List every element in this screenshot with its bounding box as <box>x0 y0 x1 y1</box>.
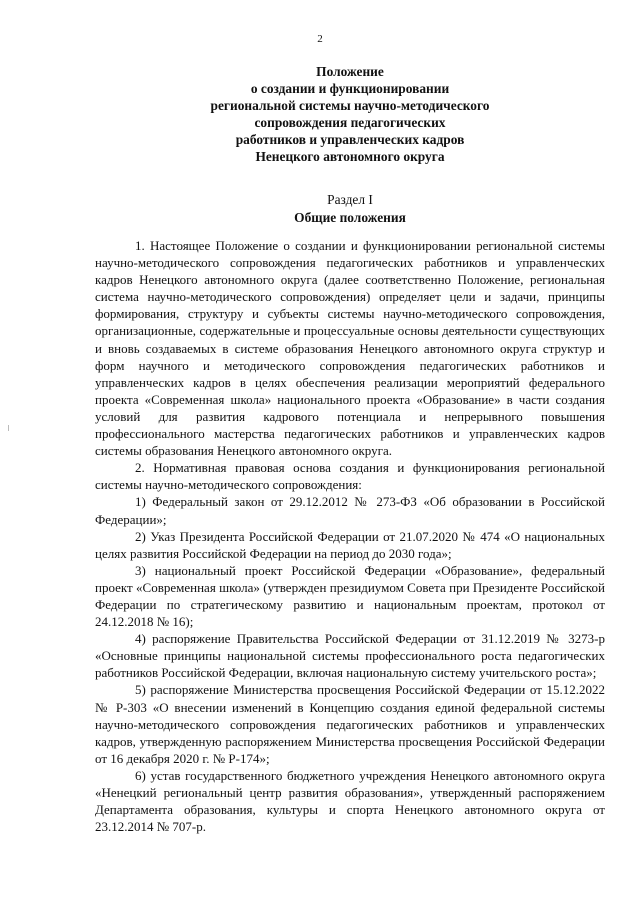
document-body <box>95 237 605 835</box>
title-line: о создании и функционировании <box>250 81 450 96</box>
paragraph: 3) национальный проект Российской Федерации «Образование», федеральный проект «Современная школа» (утвержден президиумом Совета при Президенте Российской Федерации по стратегическому развитию и национальным проектам, протокол от 24.12.2018 № 16); <box>95 562 605 630</box>
title-line: региональной системы научно-методического <box>210 98 490 113</box>
paragraph: 1) Федеральный закон от 29.12.2012 № 273-ФЗ «Об образовании в Российской Федерации»; <box>95 494 605 527</box>
document-title <box>95 63 605 165</box>
section-heading: Общие положения <box>294 210 406 225</box>
title-line: Ненецкого автономного округа <box>255 149 445 164</box>
paragraph: 2) Указ Президента Российской Федерации от 21.07.2020 № 474 «О национальных целях развития Российской Федерации на период до 2030 года»; <box>95 528 605 561</box>
paragraph: 5) распоряжение Министерства просвещения Российской Федерации от 15.12.2022 № Р-303 «О внесении изменений в Концепцию создания единой федеральной системы научно-методического сопровождения педагогических работников и управленческих кадров, утвержденную распоряжением Министерства просвещения Российской Федерации от 16 декабря 2020 г. № Р-174»; <box>95 682 605 766</box>
paragraph: 6) устав государственного бюджетного учреждения Ненецкого автономного округа «Ненецкий региональный центр развития образования», утвержденный распоряжением Департамента образования, культуры и спорта Ненецкого автономного округа от 23.12.2014 № 707-р. <box>95 767 605 835</box>
scan-margin-mark <box>8 425 9 431</box>
paragraph: 1. Настоящее Положение о создании и функционировании региональной системы научно-методического сопровождения педагогических работников и управленческих кадров Ненецкого автономного округа (далее соответственно Положение, региональная система научно-методического сопровождения) определяет цели и задачи, принципы формирования, структуру и субъекты системы научно-методического сопровождения, организационные, содержательные и процессуальные основы деятельности существующих и вновь создаваемых в системе образования Ненецкого автономного округа структур и форм научного и методического сопровождения педагогических работников и управленческих кадров в целях обеспечения реализации мероприятий федерального проекта «Современная школа» национального проекта «Образование» в части создания условий для развития кадрового потенциала и непрерывного повышения профессионального мастерства педагогических работников и управленческих кадров системы образования Ненецкого автономного округа. <box>95 238 605 459</box>
title-line: сопровождения педагогических <box>254 115 446 130</box>
page-number: 2 <box>317 33 323 45</box>
title-line: работников и управленческих кадров <box>235 132 465 147</box>
paragraph: 2. Нормативная правовая основа создания и функционирования региональной системы научно-методического сопровождения: <box>95 460 605 493</box>
section-number: Раздел I <box>327 192 373 207</box>
section-header <box>95 191 605 227</box>
paragraph: 4) распоряжение Правительства Российской Федерации от 31.12.2019 № 3273-р «Основные принципы национальной системы профессионального роста педагогических работников Российской Федерации, включая национальную систему учительского роста»; <box>95 631 605 681</box>
title-line: Положение <box>316 64 384 79</box>
